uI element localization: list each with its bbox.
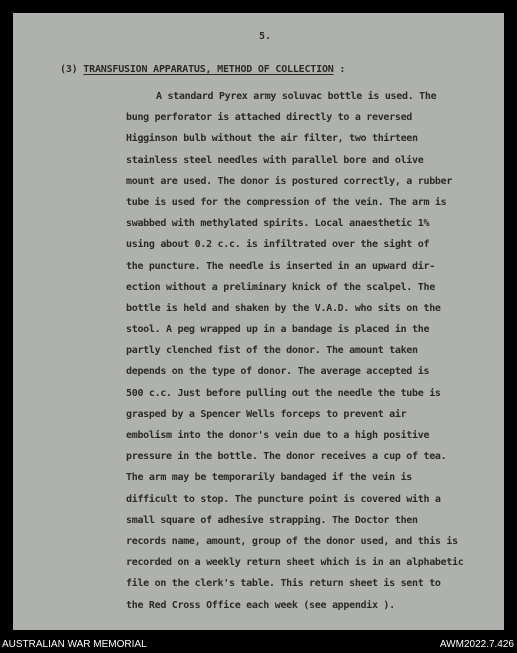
- text-line: stool. A peg wrapped up in a bandage is placed in the: [126, 324, 430, 336]
- text-line: embolism into the donor's vein due to a high positive: [126, 430, 430, 441]
- archive-footer: [0, 637, 517, 653]
- text-line: 500 c.c. Just before pulling out the needle the tube is: [126, 387, 441, 399]
- text-line: difficult to stop. The puncture point is covered with a: [126, 493, 441, 505]
- text-line: file on the clerk's table. This return sheet is sent to: [126, 578, 441, 590]
- text-line: The arm may be temporarily bandaged if the vein is: [126, 472, 413, 484]
- text-line: small square of adhesive strapping. The Doctor then: [126, 514, 418, 526]
- text-line: the puncture. The needle is inserted in an upward dir-: [126, 260, 435, 272]
- text-line: ection without a preliminary knick of the scalpel. The: [126, 281, 435, 293]
- text-line: recorded on a weekly return sheet which is in an alphabetic: [126, 557, 464, 569]
- section-heading: [60, 64, 345, 75]
- text-line: tube is used for the compression of the vein. The arm is: [126, 196, 447, 208]
- text-line: stainless steel needles with parallel bore and olive: [126, 154, 424, 166]
- section-number: (3): [60, 64, 78, 75]
- section-colon: :: [339, 64, 346, 75]
- text-line: swabbed with methylated spirits. Local anaesthetic 1%: [126, 218, 430, 230]
- text-line: grasped by a Spencer Wells forceps to prevent air: [126, 408, 407, 420]
- text-line: bottle is held and shaken by the V.A.D. who sits on the: [126, 302, 441, 314]
- text-line: mount are used. The donor is postured correctly, a rubber: [126, 175, 453, 187]
- section-title: TRANSFUSION APPARATUS, METHOD OF COLLECTION: [83, 64, 334, 75]
- body-text: [126, 86, 486, 616]
- text-line: the Red Cross Office each week (see appendix ).: [126, 599, 395, 611]
- text-line: bung perforator is attached directly to a reversed: [126, 112, 413, 124]
- text-line: pressure in the bottle. The donor receives a cup of tea.: [126, 451, 447, 463]
- document-page: [13, 13, 504, 630]
- text-line: depends on the type of donor. The average accepted is: [126, 366, 430, 378]
- text-line: records name, amount, group of the donor used, and this is: [126, 535, 458, 547]
- text-line: Higginson bulb without the air filter, two thirteen: [126, 133, 418, 145]
- text-line: using about 0.2 c.c. is infiltrated over the sight of: [126, 239, 430, 251]
- text-line: partly clenched fist of the donor. The amount taken: [126, 345, 418, 357]
- archive-name: AUSTRALIAN WAR MEMORIAL: [2, 639, 147, 650]
- text-line: A standard Pyrex army soluvac bottle is used. The: [156, 91, 437, 102]
- archive-reference: AWM2022.7.426: [439, 639, 514, 650]
- page-number: 5.: [259, 31, 272, 42]
